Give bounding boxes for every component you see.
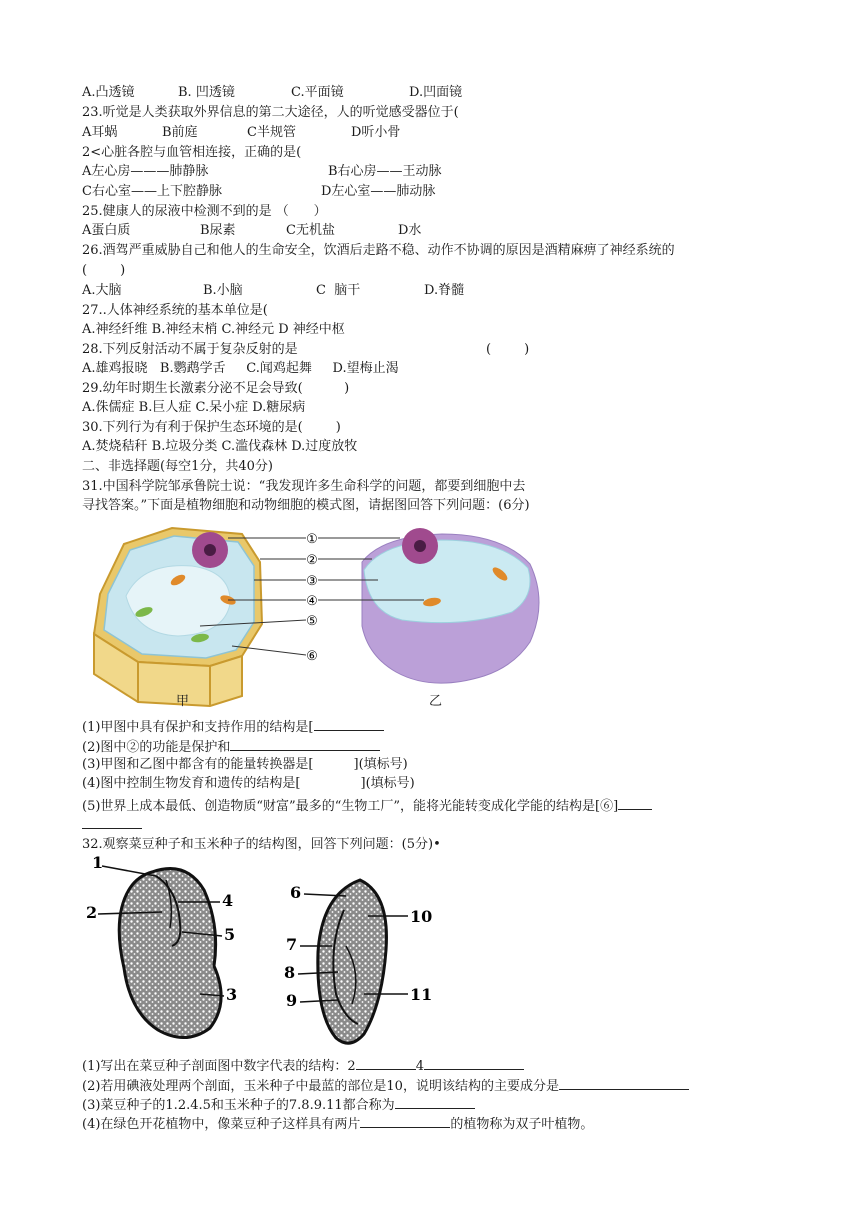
q32-sub3: (3)菜豆种子的1.2.4.5和玉米种子的7.8.9.11都合称为 [82,1094,475,1115]
q24-stem: 2<心脏各腔与血管相连接，正确的是( [82,145,302,160]
q23-stem: 23.听觉是人类获取外界信息的第二大途径，人的听觉感受器位于( [82,105,459,120]
animal-cell [362,528,539,683]
q24-option-b: B右心房——王动脉 [328,164,442,179]
q32-sub2: (2)若用碘液处理两个剖面，玉米种子中最蓝的部位是10，说明该结构的主要成分是 [82,1075,689,1096]
q31-sub4: (4)图中控制生物发育和遗传的结构是[ ](填标号) [82,776,415,791]
q31-stem-line2: 寻找答案。”下面是植物细胞和动物细胞的模式图，请据图回答下列问题：(6分) [82,498,530,513]
q29-options: A.侏儒症 B.巨人症 C.呆小症 D.糖尿病 [82,400,306,415]
q23-option-b: B前庭 [162,125,198,140]
cell-label: ① [306,532,318,547]
q22-option-a: A.凸透镜 [82,85,135,100]
cell-label: ⑥ [306,649,318,664]
q26-option-b: B.小脑 [203,283,243,298]
q25-option-b: B尿素 [200,223,236,238]
q28-answer-paren: ( ) [486,342,530,357]
corn-label: 7 [286,935,298,954]
q24-option-c: C右心室——上下腔静脉 [82,184,222,199]
q22-option-b: B. 凹透镜 [178,85,235,100]
bean-seed [119,869,221,1038]
q24-option-a: A左心房———肺静脉 [82,164,209,179]
corn-label: 8 [284,963,296,982]
corn-label: 6 [290,883,302,902]
section-heading: 二、非选择题(每空1分，共40分) [82,459,273,474]
q30-stem: 30.下列行为有利于保护生态环境的是( ) [82,420,341,435]
q25-option-a: A蛋白质 [82,223,131,238]
q26-stem: 26.酒驾严重威胁自己和他人的生命安全，饮酒后走路不稳、动作不协调的原因是酒精麻痹了神经系统的 [82,243,675,258]
bean-label: 2 [86,903,98,922]
cell-label: ⑤ [306,614,318,629]
corn-seed [318,880,387,1043]
q22-option-c: C.平面镜 [291,85,344,100]
cell-label: ③ [306,574,318,589]
q28-options: A.雄鸡报晓 B.鹦鹉学舌 C.闻鸡起舞 D.望梅止渴 [82,361,399,376]
plant-cell [94,528,262,706]
q31-stem-line1: 31.中国科学院邹承鲁院士说：“我发现许多生命科学的问题，都要到细胞中去 [82,479,526,494]
caption-animal: 乙 [429,694,443,709]
q31-sub2: (2)图中②的功能是保护和 [82,736,380,757]
corn-label: 10 [410,907,433,926]
q28-stem: 28.下列反射活动不属于复杂反射的是 [82,342,298,357]
q24-option-d: D左心室——肺动脉 [321,184,436,199]
bean-label: 4 [222,891,234,910]
cell-diagram [82,516,562,712]
q23-option-d: D听小骨 [351,125,401,140]
q29-stem: 29.幼年时期生长激素分泌不足会导致( ) [82,381,350,396]
bean-label: 1 [92,854,104,872]
bean-label: 3 [226,985,238,1004]
corn-label: 11 [410,985,433,1004]
q32-stem: 32.观察菜豆种子和玉米种子的结构图，回答下列问题：(5分)• [82,837,441,852]
q31-sub5: (5)世界上成本最低、创造物质“财富”最多的“生物工厂”，能将光能转变成化学能的结构是[⑥] [82,795,652,816]
q26-answer-paren: ( ) [82,263,126,278]
q32-sub1: (1)写出在菜豆种子剖面图中数字代表的结构：2 4 [82,1055,524,1076]
cell-label: ② [306,553,318,568]
corn-label: 9 [286,991,298,1010]
q25-stem: 25.健康人的尿液中检测不到的是 （ ） [82,204,327,219]
bean-label: 5 [224,925,236,944]
q26-option-a: A.大脑 [82,283,122,298]
q26-option-d: D.脊髓 [424,283,465,298]
q31-sub5-blank-continued [82,828,142,829]
caption-plant: 甲 [176,694,190,709]
cell-label: ④ [306,594,318,609]
q30-options: A.焚烧秸秆 B.垃圾分类 C.滥伐森林 D.过度放牧 [82,439,358,454]
q25-option-d: D水 [398,223,422,238]
q23-option-a: A耳蜗 [82,125,118,140]
q32-sub4: (4)在绿色开花植物中，像菜豆种子这样具有两片 的植物称为双子叶植物。 [82,1113,593,1134]
q31-sub3: (3)甲图和乙图中都含有的能量转换器是[ ](填标号) [82,757,408,772]
q31-sub1: (1)甲图中具有保护和支持作用的结构是[ [82,716,384,737]
q26-option-c: C 脑干 [316,283,361,298]
seed-diagram [82,854,442,1048]
q23-option-c: C半规管 [247,125,296,140]
q25-option-c: C无机盐 [286,223,335,238]
q22-option-d: D.凹面镜 [409,85,463,100]
q27-stem: 27..人体神经系统的基本单位是( [82,303,268,318]
q27-options: A.神经纤维 B.神经末梢 C.神经元 D 神经中枢 [82,322,345,337]
